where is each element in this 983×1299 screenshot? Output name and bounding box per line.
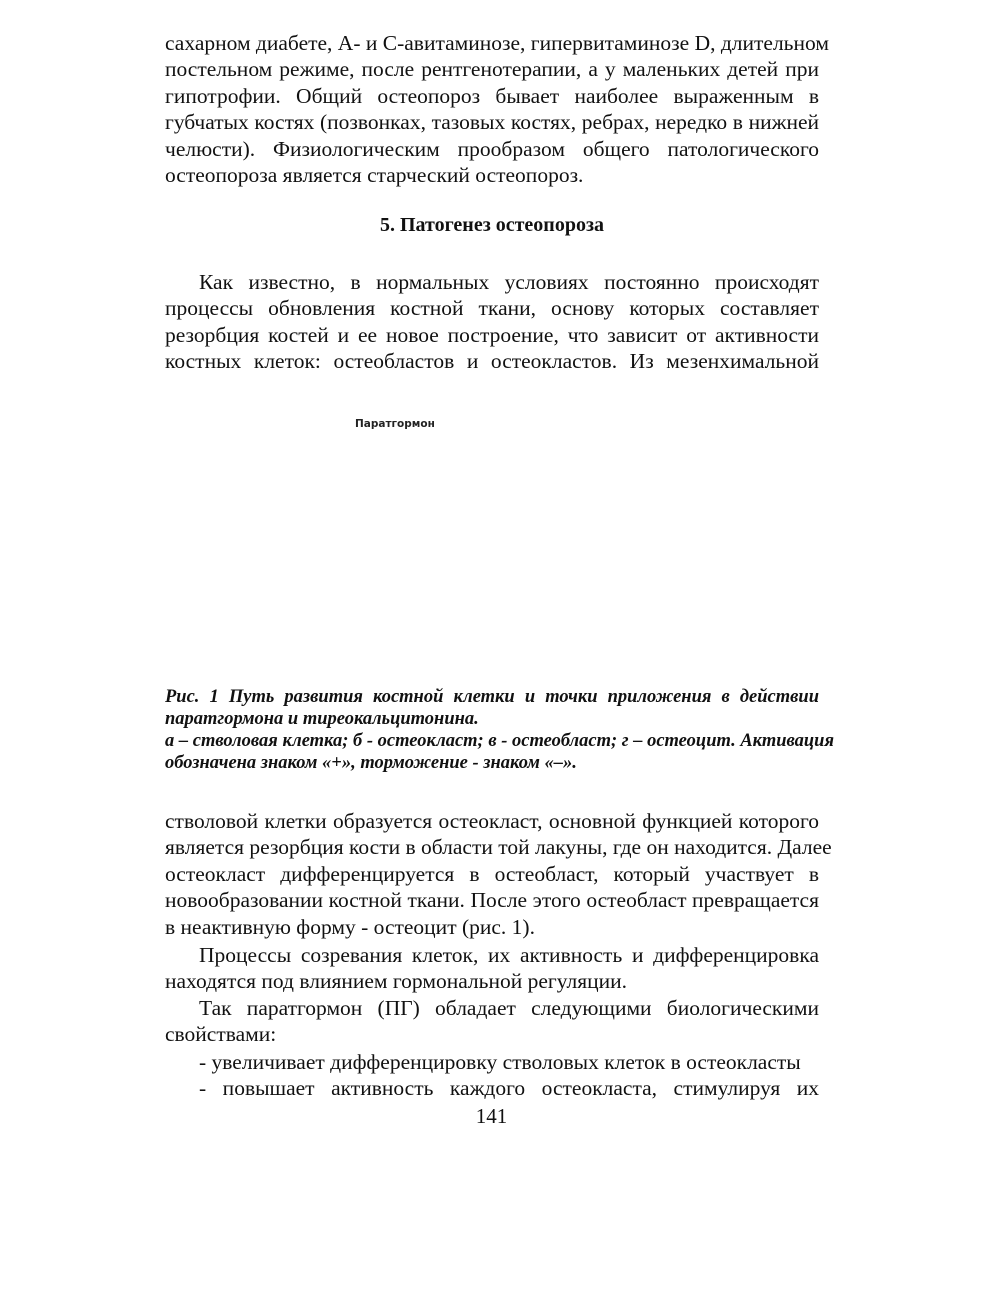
figure-label-parathormone: Паратгормон bbox=[355, 418, 435, 430]
paragraph-pathogenesis bbox=[165, 269, 819, 375]
text-line: Как известно, в нормальных условиях постоянно происходят bbox=[199, 270, 819, 294]
list-item: - увеличивает дифференцировку стволовых клеток в остеокласты bbox=[199, 1050, 801, 1074]
caption-line: Рис. 1 Путь развития костной клетки и точки приложения в действии bbox=[165, 687, 819, 707]
text-line: постельном режиме, после рентгенотерапии, а у маленьких детей при bbox=[165, 57, 819, 82]
text-line: стволовой клетки образуется остеокласт, основной функцией которого bbox=[165, 809, 819, 833]
text-line: гипотрофии. Общий остеопороз бывает наиболее выраженным в bbox=[165, 83, 819, 108]
text-line: Процессы созревания клеток, их активность и дифференцировка bbox=[199, 943, 819, 967]
caption-line: обозначена знаком «+», торможение - знаком «–». bbox=[165, 753, 577, 773]
text-line: остеокласт дифференцируется в остеобласт, который участвует в bbox=[165, 861, 819, 886]
figure-caption bbox=[165, 686, 834, 774]
text-line: в неактивную форму - остеоцит (рис. 1). bbox=[165, 914, 535, 939]
text-line: процессы обновления костной ткани, основу которых составляет bbox=[165, 296, 819, 321]
caption-line: паратгормона и тиреокальцитонина. bbox=[165, 709, 479, 729]
intro-paragraph bbox=[165, 30, 829, 188]
text-line: резорбция костей и ее новое построение, что зависит от активности bbox=[165, 322, 819, 347]
paragraph-parathormone bbox=[165, 995, 819, 1048]
caption-line: а – стволовая клетка; б - остеокласт; в - остеобласт; г – остеоцит. Активация bbox=[165, 731, 834, 751]
text-line: челюсти). Физиологическим прообразом общего патологического bbox=[165, 136, 819, 161]
text-line: остеопороза является старческий остеопороз. bbox=[165, 163, 584, 188]
section-title: 5. Патогенез остеопороза bbox=[380, 214, 604, 236]
list-item: - повышает активность каждого остеокласта, стимулируя их bbox=[199, 1076, 819, 1101]
text-line: находятся под влиянием гормональной регуляции. bbox=[165, 969, 628, 994]
text-line: сахарном диабете, А- и С-авитаминозе, гипервитаминозе D, длительном bbox=[165, 31, 829, 55]
paragraph-osteoclast bbox=[165, 808, 832, 940]
text-line: свойствами: bbox=[165, 1022, 277, 1047]
text-line: является резорбция кости в области той лакуны, где он находится. Далее bbox=[165, 835, 832, 860]
text-line: губчатых костях (позвонках, тазовых костях, ребрах, нередко в нижней bbox=[165, 110, 819, 135]
text-line: Так паратгормон (ПГ) обладает следующими биологическими bbox=[199, 996, 819, 1020]
text-line: новообразовании костной ткани. После этого остеобласт превращается bbox=[165, 888, 819, 913]
text-line: костных клеток: остеобластов и остеокластов. Из мезенхимальной bbox=[165, 349, 819, 374]
paragraph-regulation bbox=[165, 942, 819, 995]
properties-list bbox=[165, 1049, 819, 1102]
page-number: 141 bbox=[475, 1104, 508, 1128]
